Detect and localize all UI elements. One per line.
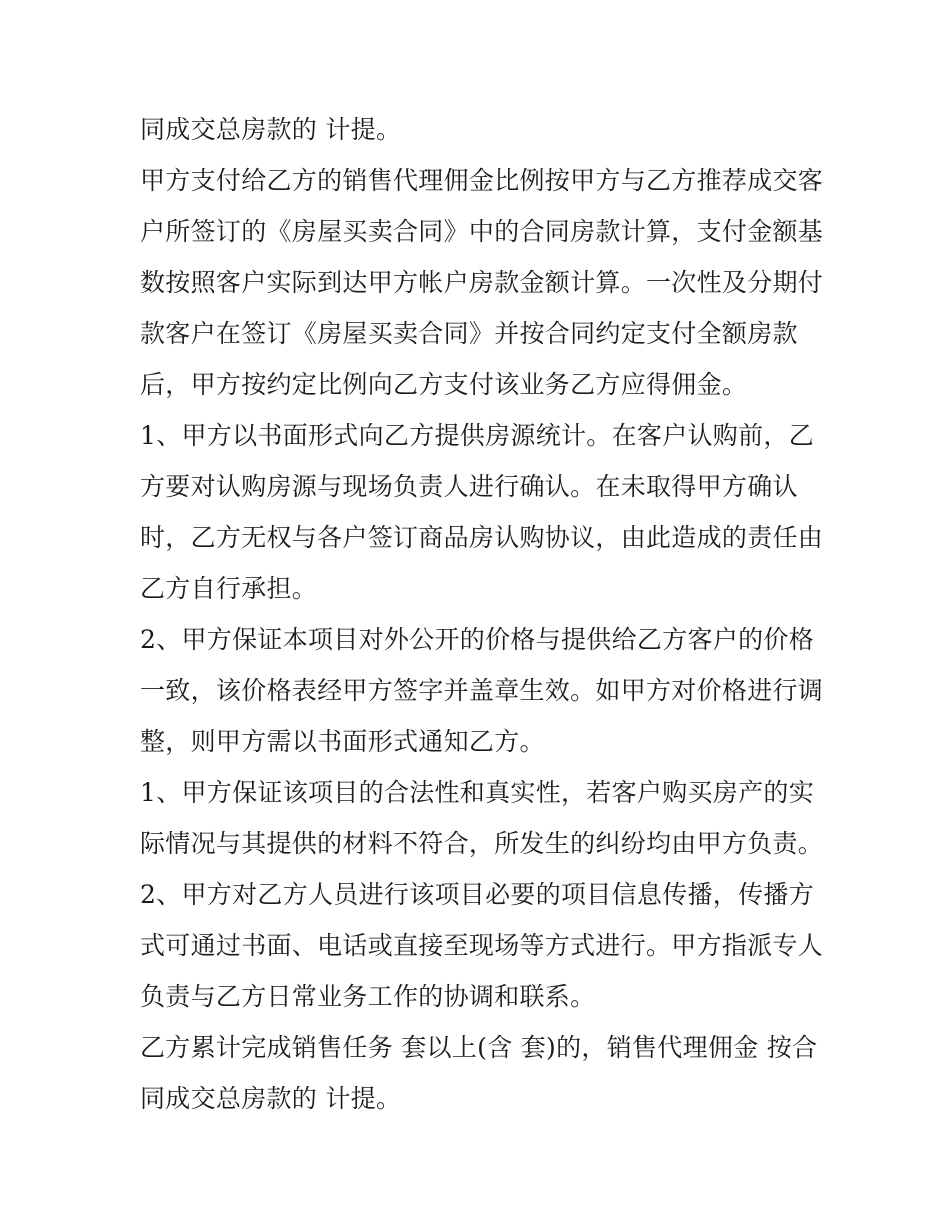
text-line: 2、甲方保证本项目对外公开的价格与提供给乙方客户的价格: [140, 625, 815, 654]
text-line: 时，乙方无权与各户签订商品房认购协议，由此造成的责任由: [140, 523, 824, 552]
text-line: 一致，该价格表经甲方签字并盖章生效。如甲方对价格进行调: [140, 676, 824, 705]
text-line: 户所签订的《房屋买卖合同》中的合同房款计算，支付金额基: [140, 217, 824, 246]
text-line: 后，甲方按约定比例向乙方支付该业务乙方应得佣金。: [140, 370, 748, 399]
text-line: 乙方累计完成销售任务 套以上(含 套)的，销售代理佣金 按合: [140, 1033, 818, 1062]
text-line: 甲方支付给乙方的销售代理佣金比例按甲方与乙方推荐成交客: [140, 166, 824, 195]
text-line: 数按照客户实际到达甲方帐户房款金额计算。一次性及分期付: [140, 268, 824, 297]
text-line: 同成交总房款的 计提。: [140, 1084, 402, 1113]
text-line: 整，则甲方需以书面形式通知乙方。: [140, 727, 545, 756]
text-line: 式可通过书面、电话或直接至现场等方式进行。甲方指派专人: [140, 931, 824, 960]
document-body: [140, 104, 824, 1124]
text-line: 方要对认购房源与现场负责人进行确认。在未取得甲方确认: [140, 472, 798, 501]
text-line: 际情况与其提供的材料不符合，所发生的纠纷均由甲方负责。: [140, 829, 824, 858]
text-line: 1、甲方保证该项目的合法性和真实性，若客户购买房产的实: [140, 778, 815, 807]
text-line: 同成交总房款的 计提。: [140, 115, 402, 144]
text-line: 款客户在签订《房屋买卖合同》并按合同约定支付全额房款: [140, 319, 798, 348]
text-line: 1、甲方以书面形式向乙方提供房源统计。在客户认购前，乙: [140, 421, 815, 450]
text-line: 负责与乙方日常业务工作的协调和联系。: [140, 982, 596, 1011]
text-line: 乙方自行承担。: [140, 574, 318, 603]
text-line: 2、甲方对乙方人员进行该项目必要的项目信息传播，传播方: [140, 880, 815, 909]
